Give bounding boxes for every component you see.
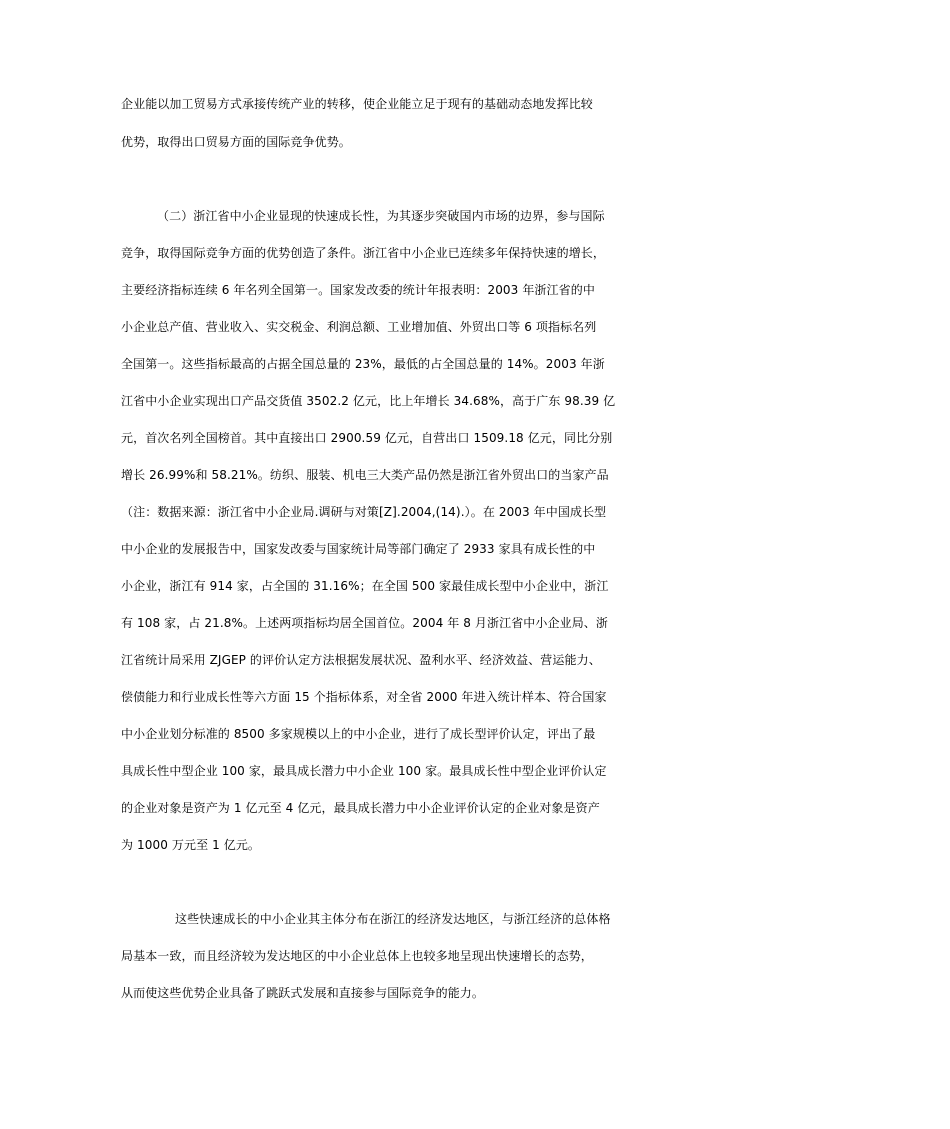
text-line: 有 108 家，占 21.8%。上述两项指标均居全国首位。2004 年 8 月浙江省中小企业局、浙	[121, 616, 608, 630]
text-line: 具成长性中型企业 100 家，最具成长潜力中小企业 100 家。最具成长性中型企业评价认定	[121, 764, 607, 778]
text-line: 主要经济指标连续 6 年名列全国第一。国家发改委的统计年报表明：2003 年浙江省的中	[121, 283, 595, 297]
text-line: 小企业，浙江有 914 家，占全国的 31.16%；在全国 500 家最佳成长型中小企业中，浙江	[121, 579, 609, 593]
text-line: 竞争，取得国际竞争方面的优势创造了条件。浙江省中小企业已连续多年保持快速的增长，	[121, 246, 606, 260]
text-line: 优势，取得出口贸易方面的国际竞争优势。	[121, 135, 351, 149]
text-line: 从而使这些优势企业具备了跳跃式发展和直接参与国际竞争的能力。	[121, 986, 485, 1000]
text-line: 这些快速成长的中小企业其主体分布在浙江的经济发达地区，与浙江经济的总体格	[175, 912, 611, 926]
text-line: 增长 26.99%和 58.21%。纺织、服装、机电三大类产品仍然是浙江省外贸出口的当家产品	[121, 468, 609, 482]
text-line: 小企业总产值、营业收入、实交税金、利润总额、工业增加值、外贸出口等 6 项指标名列	[121, 320, 597, 334]
text-line: 江省统计局采用 ZJGEP 的评价认定方法根据发展状况、盈利水平、经济效益、营运能力、	[121, 653, 601, 667]
text-line: 偿债能力和行业成长性等六方面 15 个指标体系，对全省 2000 年进入统计样本、符合国家	[121, 690, 607, 704]
text-line: 局基本一致，而且经济较为发达地区的中小企业总体上也较多地呈现出快速增长的态势，	[121, 949, 593, 963]
text-line: 全国第一。这些指标最高的占据全国总量的 23%，最低的占全国总量的 14%。2003 年浙	[121, 357, 605, 371]
text-line: 企业能以加工贸易方式承接传统产业的转移，使企业能立足于现有的基础动态地发挥比较	[121, 97, 593, 111]
text-line: 中小企业划分标准的 8500 多家规模以上的中小企业，进行了成长型评价认定，评出了最	[121, 727, 596, 741]
text-line: 江省中小企业实现出口产品交货值 3502.2 亿元，比上年增长 34.68%，高于广东 98.39 亿	[121, 394, 616, 408]
text-line: 的企业对象是资产为 1 亿元至 4 亿元，最具成长潜力中小企业评价认定的企业对象是资产	[121, 801, 600, 815]
text-line: （二）浙江省中小企业显现的快速成长性，为其逐步突破国内市场的边界，参与国际	[157, 209, 605, 223]
text-line: 元，首次名列全国榜首。其中直接出口 2900.59 亿元，自营出口 1509.18 亿元，同比分别	[121, 431, 613, 445]
text-line: （注：数据来源：浙江省中小企业局.调研与对策[Z].2004,(14).）。在 2003 年中国成长型	[121, 505, 607, 519]
text-line: 为 1000 万元至 1 亿元。	[121, 838, 261, 852]
text-line: 中小企业的发展报告中，国家发改委与国家统计局等部门确定了 2933 家具有成长性的中	[121, 542, 596, 556]
